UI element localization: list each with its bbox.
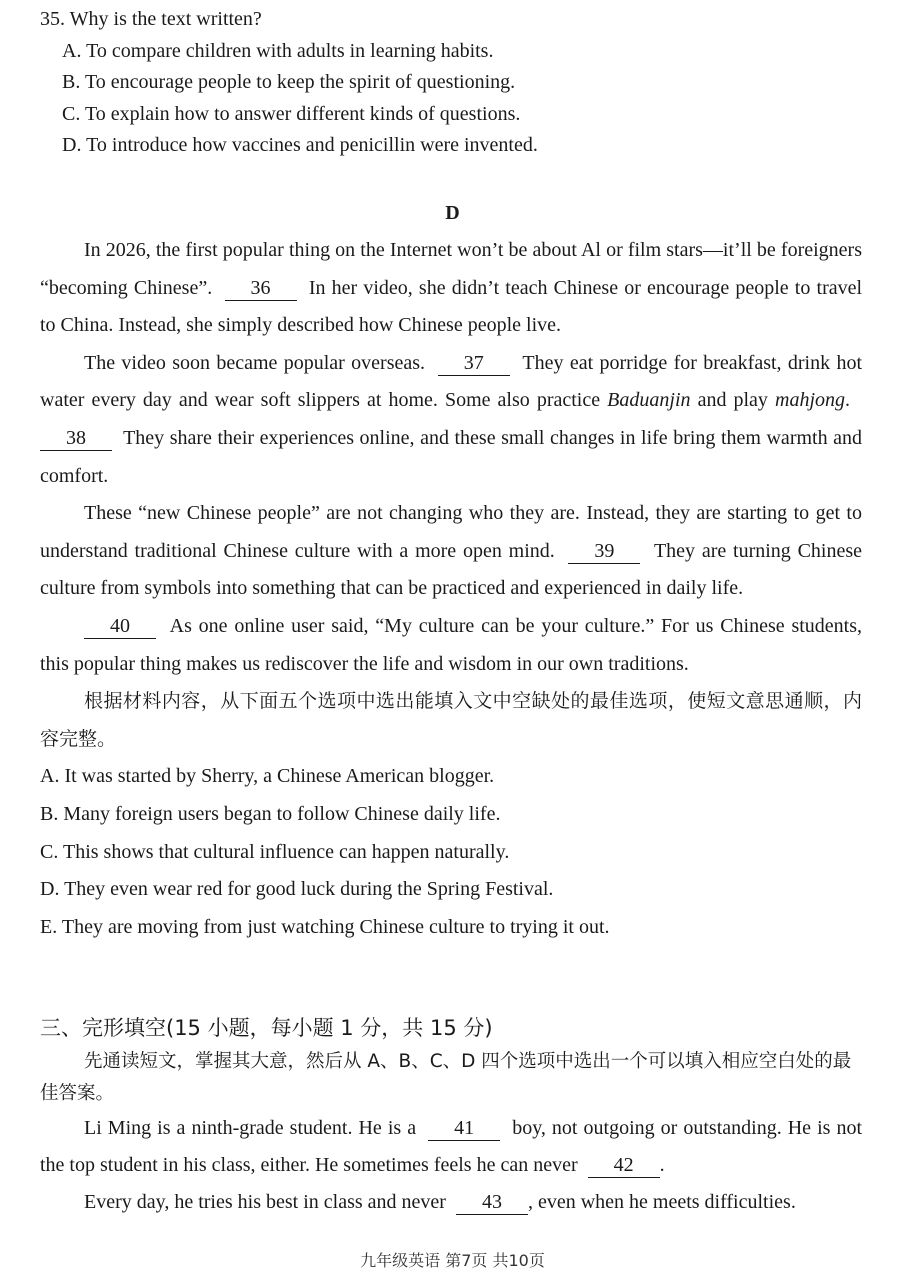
choice-a: A. It was started by Sherry, a Chinese American blogger. xyxy=(40,765,495,788)
option-d: D. To introduce how vaccines and penicillin were invented. xyxy=(62,134,538,156)
instruction: 根据材料内容，从下面五个选项中选出能填入文中空缺处的最佳选项，使短文意思通顺，内容完整。 xyxy=(40,690,862,750)
text: and play xyxy=(697,389,768,412)
option-b: B. To encourage people to keep the spirit of questioning. xyxy=(62,71,516,93)
blank-43: 43 xyxy=(456,1190,528,1215)
blank-40: 40 xyxy=(84,614,156,639)
text: As one online user said, “My culture can be your culture.” For us Chinese students, this popular thing makes us rediscover the life and wisdom in our own traditions. xyxy=(40,614,863,675)
text: These “new Chinese people” are not changing who they are. Instead, they are starting to get to understand traditional Chinese culture with a more open mind. xyxy=(40,502,862,562)
question-stem: 35. Why is the text written? xyxy=(40,8,262,30)
paragraph-2 xyxy=(40,345,862,495)
passage-d xyxy=(40,232,862,946)
blank-41: 41 xyxy=(428,1116,500,1141)
page-footer: 九年级英语 第7页 共10页 xyxy=(360,1251,545,1270)
text: In 2026, the first popular thing on the Internet won’t be about Al or film stars—it’ll be foreigners “becoming Chinese”. xyxy=(40,239,862,299)
text: Li Ming is a ninth-grade student. He is a xyxy=(84,1117,417,1139)
text: They share their experiences online, and these small changes in life bring them warmth and comfort. xyxy=(40,426,862,487)
text: . xyxy=(659,1154,665,1176)
italic-term: mahjong xyxy=(775,389,845,412)
paragraph-3 xyxy=(40,495,862,608)
option-c: C. To explain how to answer different kinds of questions. xyxy=(62,102,521,125)
choice-d: D. They even wear red for good luck during the Spring Festival. xyxy=(40,878,554,901)
question-35 xyxy=(40,4,870,162)
blank-42: 42 xyxy=(588,1153,660,1178)
text: In her video, she didn’t teach Chinese or encourage people to travel to China. Instead, she simply described how Chinese people live. xyxy=(40,276,863,337)
choice-b: B. Many foreign users began to follow Chinese daily life. xyxy=(40,802,501,825)
text: They eat porridge for breakfast, drink hot water every day and wear soft slippers at home. Some also practice xyxy=(40,351,863,412)
choice-e: E. They are moving from just watching Chinese culture to trying it out. xyxy=(40,915,610,938)
blank-36: 36 xyxy=(225,276,297,301)
text: , even when he meets difficulties. xyxy=(527,1191,796,1213)
blank-37: 37 xyxy=(438,351,510,376)
text: The video soon became popular overseas. xyxy=(84,351,426,374)
section-heading: 三、完形填空(15 小题，每小题 1 分，共 15 分) xyxy=(40,1016,493,1040)
text: . xyxy=(845,389,850,412)
cloze-paragraph-2 xyxy=(40,1184,862,1221)
italic-term: Baduanjin xyxy=(607,389,691,412)
choice-list xyxy=(40,758,862,946)
blank-39: 39 xyxy=(568,539,640,564)
cloze-paragraph-1 xyxy=(40,1110,862,1184)
option-a: A. To compare children with adults in learning habits. xyxy=(62,39,494,62)
paragraph-1 xyxy=(40,232,862,345)
cloze-passage xyxy=(40,1110,862,1221)
paragraph-4 xyxy=(40,608,862,683)
text: They are turning Chinese culture from symbols into something that can be practiced and experienced in daily life. xyxy=(40,539,863,600)
blank-38: 38 xyxy=(40,426,112,451)
text: Every day, he tries his best in class and never xyxy=(84,1191,446,1213)
text: boy, not outgoing or outstanding. He is not the top student in his class, either. He sometimes feels he can never xyxy=(40,1117,862,1176)
section-instruction: 先通读短文，掌握其大意，然后从 A、B、C、D 四个选项中选出一个可以填入相应空白处的最佳答案。 xyxy=(40,1051,852,1104)
section-3 xyxy=(40,1010,862,1221)
section-d-title: D xyxy=(445,202,460,224)
choice-c: C. This shows that cultural influence can happen naturally. xyxy=(40,840,510,863)
